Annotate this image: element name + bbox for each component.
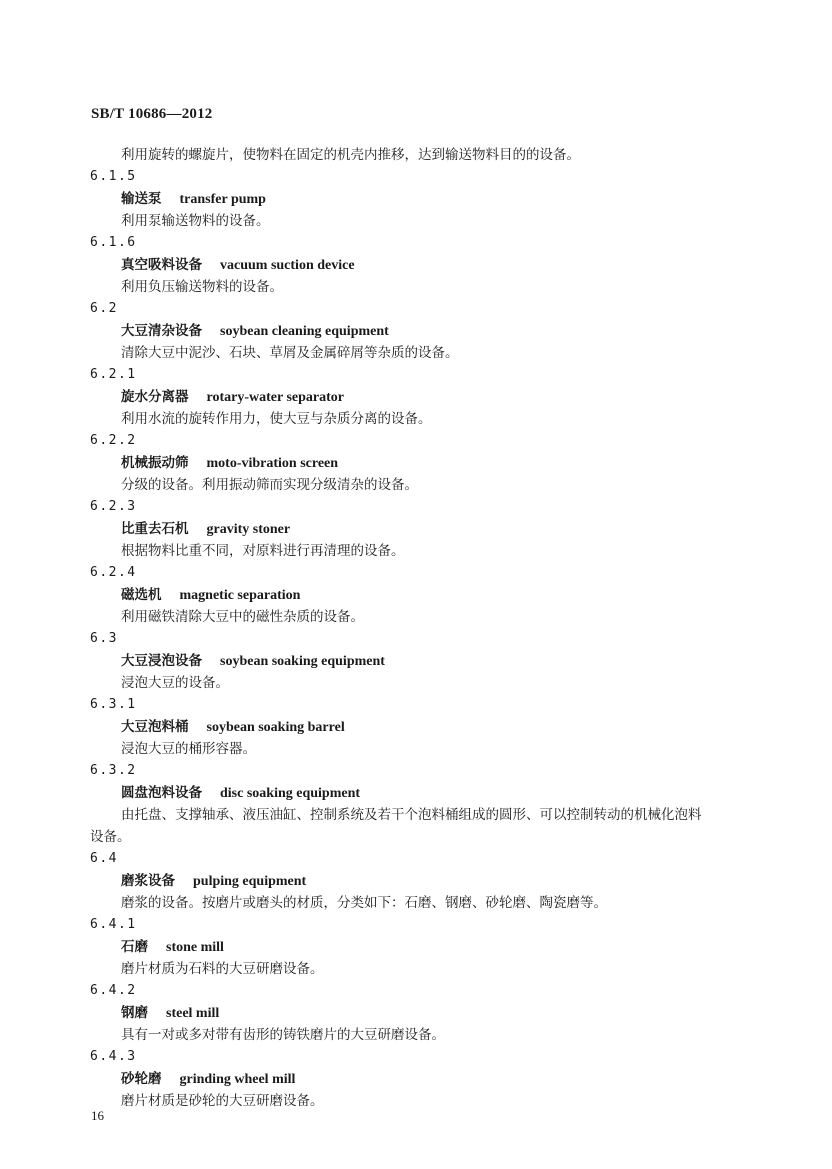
term-cn: 比重去石机 [121, 521, 189, 537]
definition-text: 利用旋转的螺旋片，使物料在固定的机壳内推移，达到输送物料目的的设备。 [121, 147, 580, 163]
definition-text: 磨片材质是砂轮的大豆研磨设备。 [121, 1093, 324, 1109]
term-cn: 圆盘泡料设备 [121, 785, 202, 801]
term-cn: 砂轮磨 [121, 1071, 162, 1087]
term-cn: 磁选机 [121, 587, 162, 603]
term-en: steel mill [166, 1006, 220, 1021]
term-heading [0, 936, 832, 958]
clause-number: 6.2.3 [90, 499, 137, 514]
definition-text: 利用泵输送物料的设备。 [121, 213, 270, 229]
clause-number: 6.4.1 [90, 917, 137, 932]
term-en: grinding wheel mill [179, 1072, 296, 1087]
term-en: gravity stoner [206, 522, 291, 537]
term-en: pulping equipment [193, 874, 307, 889]
term-cn: 机械振动筛 [121, 455, 189, 471]
term-en: soybean soaking barrel [206, 720, 345, 735]
clause-number: 6.2.2 [90, 433, 137, 448]
term-en: soybean cleaning equipment [220, 324, 389, 339]
term-heading [0, 320, 832, 342]
clause-number: 6.1.6 [90, 235, 137, 250]
definition-text: 利用磁铁清除大豆中的磁性杂质的设备。 [121, 609, 364, 625]
definition-continuation: 设备。 [90, 829, 131, 845]
clause-number: 6.3.1 [90, 697, 137, 712]
clause-number: 6.3.2 [90, 763, 137, 778]
clause-number: 6.1.5 [90, 169, 137, 184]
term-cn: 真空吸料设备 [121, 257, 202, 273]
term-en: magnetic separation [179, 588, 301, 603]
page-number: 16 [91, 1108, 104, 1123]
clause-number: 6.2.4 [90, 565, 137, 580]
term-en: rotary-water separator [206, 390, 344, 405]
definition-text: 利用负压输送物料的设备。 [121, 279, 283, 295]
term-en: soybean soaking equipment [220, 654, 385, 669]
term-cn: 大豆泡料桶 [121, 719, 189, 735]
term-cn: 大豆浸泡设备 [121, 653, 202, 669]
term-heading [0, 782, 832, 804]
definition-text: 磨浆的设备。按磨片或磨头的材质，分类如下：石磨、钢磨、砂轮磨、陶瓷磨等。 [121, 895, 607, 911]
clause-number: 6.3 [90, 631, 118, 646]
definition-text: 浸泡大豆的桶形容器。 [121, 741, 256, 757]
term-heading [0, 452, 832, 474]
definition-text: 具有一对或多对带有齿形的铸铁磨片的大豆研磨设备。 [121, 1027, 445, 1043]
term-cn: 旋水分离器 [121, 389, 189, 405]
term-heading [0, 518, 832, 540]
term-heading [0, 650, 832, 672]
clause-number: 6.4.3 [90, 1049, 137, 1064]
terms-list [0, 144, 832, 1112]
term-heading [0, 254, 832, 276]
definition-text: 根据物料比重不同，对原料进行再清理的设备。 [121, 543, 405, 559]
term-en: vacuum suction device [220, 258, 355, 273]
term-heading [0, 1002, 832, 1024]
clause-number: 6.4 [90, 851, 118, 866]
definition-text: 磨片材质为石料的大豆研磨设备。 [121, 961, 324, 977]
term-cn: 石磨 [121, 939, 148, 955]
term-heading [0, 870, 832, 892]
definition-text: 分级的设备。利用振动筛而实现分级清杂的设备。 [121, 477, 418, 493]
term-en: stone mill [166, 940, 224, 955]
term-heading [0, 386, 832, 408]
term-cn: 磨浆设备 [121, 873, 175, 889]
term-heading [0, 1068, 832, 1090]
definition-text: 由托盘、支撑轴承、液压油缸、控制系统及若干个泡料桶组成的圆形、可以控制转动的机械化泡料 [121, 807, 702, 823]
term-cn: 钢磨 [121, 1005, 148, 1021]
document-code: SB/T 10686—2012 [91, 106, 213, 122]
term-cn: 大豆清杂设备 [121, 323, 202, 339]
definition-text: 清除大豆中泥沙、石块、草屑及金属碎屑等杂质的设备。 [121, 345, 459, 361]
term-heading [0, 584, 832, 606]
term-en: disc soaking equipment [220, 786, 361, 801]
clause-number: 6.2 [90, 301, 118, 316]
term-heading [0, 188, 832, 210]
term-en: moto-vibration screen [206, 456, 339, 471]
term-heading [0, 716, 832, 738]
definition-text: 浸泡大豆的设备。 [121, 675, 229, 691]
definition-text: 利用水流的旋转作用力，使大豆与杂质分离的设备。 [121, 411, 432, 427]
clause-number: 6.4.2 [90, 983, 137, 998]
clause-number: 6.2.1 [90, 367, 137, 382]
term-en: transfer pump [179, 192, 266, 207]
term-cn: 输送泵 [121, 191, 162, 207]
